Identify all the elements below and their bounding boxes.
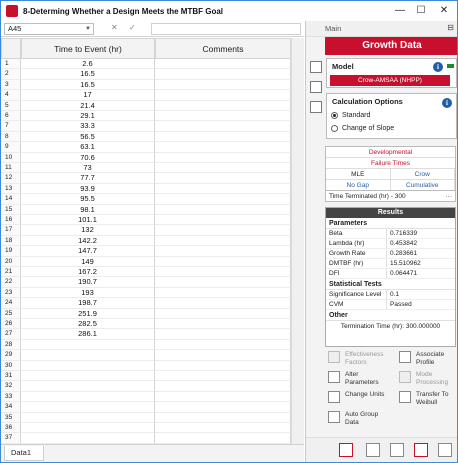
status-indicator: [447, 64, 454, 68]
comment-cell[interactable]: [155, 194, 291, 204]
parameter-row: [326, 239, 455, 249]
parameter-value: 0.064471: [390, 270, 418, 277]
comment-cell[interactable]: [155, 423, 291, 433]
comment-cell[interactable]: [155, 142, 291, 152]
comment-cell[interactable]: [155, 413, 291, 423]
time-cell[interactable]: 70.6: [21, 153, 155, 163]
app-icon: [6, 5, 18, 17]
time-cell[interactable]: 2.6: [21, 59, 155, 69]
time-cell[interactable]: 167.2: [21, 267, 155, 277]
row-number[interactable]: 35: [1, 413, 21, 423]
parameter-row: [326, 269, 455, 279]
cell-reference: A45: [8, 24, 22, 33]
comment-cell[interactable]: [155, 298, 291, 308]
comment-cell[interactable]: [155, 433, 291, 443]
stat-name: Significance Level: [326, 290, 387, 299]
comment-cell[interactable]: [155, 288, 291, 298]
time-cell[interactable]: 251.9: [21, 309, 155, 319]
comment-cell[interactable]: [155, 257, 291, 267]
radio-label: Standard: [342, 112, 371, 119]
profile-icon: [399, 351, 411, 363]
formula-input[interactable]: [151, 23, 301, 35]
time-cell[interactable]: 282.5: [21, 319, 155, 329]
time-cell[interactable]: [21, 371, 155, 381]
effectiveness-icon: [328, 351, 340, 363]
transfer-to-weibull-button[interactable]: [399, 391, 458, 406]
row-number[interactable]: 12: [1, 173, 21, 183]
parameters-icon: [328, 371, 340, 383]
parameter-value: 15.510962: [390, 260, 421, 267]
time-cell[interactable]: 101.1: [21, 215, 155, 225]
data-type-failure-times[interactable]: Failure Times: [326, 158, 455, 169]
results-panel: [325, 207, 456, 347]
model-label: Model: [332, 62, 354, 71]
stat-row: [326, 300, 455, 310]
corner-header[interactable]: [1, 38, 21, 59]
comment-cell[interactable]: [155, 236, 291, 246]
parameters-heading: [326, 218, 455, 229]
plot-icon[interactable]: [366, 443, 380, 457]
row-number[interactable]: 15: [1, 205, 21, 215]
parameter-value: 0.283661: [390, 250, 418, 257]
tool-label: Effectiveness Factors: [345, 351, 384, 366]
row-number[interactable]: 18: [1, 236, 21, 246]
row-number[interactable]: 4: [1, 90, 21, 100]
model-select[interactable]: Crow-AMSAA (NHPP): [330, 75, 450, 86]
formula-bar: [1, 21, 304, 37]
row-number[interactable]: 17: [1, 225, 21, 235]
option-cumulative[interactable]: Cumulative: [391, 180, 456, 191]
parameters-title: Parameters: [329, 220, 368, 227]
comment-cell[interactable]: [155, 246, 291, 256]
side-tool-2[interactable]: [306, 77, 325, 97]
time-cell[interactable]: 286.1: [21, 329, 155, 339]
time-cell[interactable]: 56.5: [21, 132, 155, 142]
comment-cell[interactable]: [155, 163, 291, 173]
title-bar: [1, 1, 457, 21]
data-grid: [1, 38, 304, 444]
method-crow[interactable]: Crow: [391, 169, 456, 179]
units-icon: [328, 391, 340, 403]
time-terminated-text: Time Terminated (hr) - 300: [329, 193, 406, 200]
row-number[interactable]: 22: [1, 277, 21, 287]
report-icon[interactable]: [390, 443, 404, 457]
row-number[interactable]: 24: [1, 298, 21, 308]
model-box: [326, 58, 457, 88]
time-cell[interactable]: 142.2: [21, 236, 155, 246]
stat-title: Statistical Tests: [329, 281, 382, 288]
delete-icon[interactable]: [414, 443, 428, 457]
tool-label: Auto Group Data: [345, 411, 379, 426]
comment-cell[interactable]: [155, 329, 291, 339]
comment-cell[interactable]: [155, 101, 291, 111]
comment-cell[interactable]: [155, 69, 291, 79]
comment-cell[interactable]: [155, 153, 291, 163]
vertical-scrollbar[interactable]: [291, 38, 304, 444]
info-icon[interactable]: i: [433, 62, 443, 72]
time-cell[interactable]: [21, 392, 155, 402]
parameter-row: [326, 259, 455, 269]
time-cell[interactable]: 29.1: [21, 111, 155, 121]
row-number[interactable]: 5: [1, 101, 21, 111]
parameter-row: [326, 249, 455, 259]
time-cell[interactable]: 193: [21, 288, 155, 298]
time-cell[interactable]: [21, 381, 155, 391]
row-number[interactable]: 23: [1, 288, 21, 298]
row-number[interactable]: 2: [1, 69, 21, 79]
tool-label: Change Units: [345, 391, 385, 398]
cancel-icon[interactable]: ✕: [111, 23, 118, 32]
row-number[interactable]: 1: [1, 59, 21, 69]
sheet-icon: [310, 61, 322, 73]
row-number[interactable]: 13: [1, 184, 21, 194]
tool-label: Alter Parameters: [345, 371, 379, 386]
other-title: Other: [329, 312, 348, 319]
info-icon[interactable]: i: [442, 98, 452, 108]
parameter-value: 0.453842: [390, 240, 418, 247]
row-number[interactable]: 36: [1, 423, 21, 433]
time-cell[interactable]: 98.1: [21, 205, 155, 215]
comment-cell[interactable]: [155, 90, 291, 100]
qcp-icon: [310, 101, 322, 113]
parameter-name: DFI: [326, 269, 387, 278]
side-tool-3[interactable]: [306, 97, 325, 117]
row-number[interactable]: 28: [1, 340, 21, 350]
comment-cell[interactable]: [155, 361, 291, 371]
row-number[interactable]: 7: [1, 121, 21, 131]
stat-value: 0.1: [390, 291, 400, 298]
comment-cell[interactable]: [155, 392, 291, 402]
comment-cell[interactable]: [155, 225, 291, 235]
comment-cell[interactable]: [155, 184, 291, 194]
time-cell[interactable]: 16.5: [21, 80, 155, 90]
comment-cell[interactable]: [155, 277, 291, 287]
comment-cell[interactable]: [155, 309, 291, 319]
comment-cell[interactable]: [155, 80, 291, 90]
cell-name-box[interactable]: [4, 23, 94, 35]
time-cell[interactable]: [21, 402, 155, 412]
time-cell[interactable]: 17: [21, 90, 155, 100]
data-type-developmental[interactable]: Developmental: [326, 147, 455, 158]
time-cell[interactable]: 147.7: [21, 246, 155, 256]
time-cell[interactable]: 95.5: [21, 194, 155, 204]
termination-time-text: Termination Time (hr): 300.000000: [340, 323, 441, 330]
comment-cell[interactable]: [155, 402, 291, 412]
more-icon[interactable]: ···: [445, 193, 452, 200]
row-number[interactable]: 32: [1, 381, 21, 391]
alter-parameters-button[interactable]: [328, 371, 390, 386]
time-terminated-field[interactable]: [325, 190, 456, 202]
panel-main-label: Main: [325, 24, 342, 33]
row-number[interactable]: 19: [1, 246, 21, 256]
comment-cell[interactable]: [155, 111, 291, 121]
radio-label: Change of Slope: [342, 125, 395, 132]
time-cell[interactable]: 198.7: [21, 298, 155, 308]
auto-group-data-button[interactable]: [328, 411, 390, 426]
confirm-icon[interactable]: ✓: [129, 23, 136, 32]
time-cell[interactable]: [21, 361, 155, 371]
mode-icon: [399, 371, 411, 383]
parameter-name: Lambda (hr): [326, 239, 387, 248]
panel-header: [306, 21, 458, 37]
row-number[interactable]: 34: [1, 402, 21, 412]
row-number[interactable]: 33: [1, 392, 21, 402]
radio-icon: [331, 112, 338, 119]
row-number[interactable]: 21: [1, 267, 21, 277]
tool-label: Transfer To Weibull: [416, 391, 449, 406]
control-panel: [305, 21, 458, 463]
time-cell[interactable]: 73: [21, 163, 155, 173]
group-icon: [328, 411, 340, 423]
row-number[interactable]: 25: [1, 309, 21, 319]
pin-icon[interactable]: ⊟: [447, 23, 454, 32]
effectiveness-factors-button[interactable]: [328, 351, 390, 366]
comment-cell[interactable]: [155, 215, 291, 225]
time-cell[interactable]: [21, 433, 155, 443]
radio-icon: [331, 125, 338, 132]
row-number[interactable]: 27: [1, 329, 21, 339]
row-number[interactable]: 29: [1, 350, 21, 360]
time-cell[interactable]: 33.3: [21, 121, 155, 131]
row-number[interactable]: 20: [1, 257, 21, 267]
associate-profile-button[interactable]: [399, 351, 458, 366]
time-cell[interactable]: 63.1: [21, 142, 155, 152]
row-number[interactable]: 9: [1, 142, 21, 152]
data-type-table: [325, 146, 456, 192]
calculation-options-box: [326, 93, 457, 139]
results-title: Results: [326, 208, 455, 218]
plot-icon: [310, 81, 322, 93]
statistical-tests-heading: [326, 279, 455, 290]
comment-cell[interactable]: [155, 371, 291, 381]
minimize-button[interactable]: —: [395, 5, 405, 16]
row-number[interactable]: 14: [1, 194, 21, 204]
comment-cell[interactable]: [155, 205, 291, 215]
column-header-comments[interactable]: Comments: [155, 38, 291, 59]
parameter-value: 0.716339: [390, 230, 418, 237]
column-header-time[interactable]: Time to Event (hr): [21, 38, 155, 59]
comment-cell[interactable]: [155, 121, 291, 131]
time-cell[interactable]: [21, 413, 155, 423]
time-cell[interactable]: [21, 340, 155, 350]
settings-icon[interactable]: [438, 443, 452, 457]
comment-cell[interactable]: [155, 173, 291, 183]
calculate-icon[interactable]: [339, 443, 353, 457]
stat-name: CVM: [326, 300, 387, 309]
stat-row: [326, 290, 455, 300]
tool-label: Mode Processing: [416, 371, 449, 386]
method-mle[interactable]: MLE: [326, 169, 391, 179]
parameter-row: [326, 229, 455, 239]
row-number[interactable]: 3: [1, 80, 21, 90]
radio-standard[interactable]: [331, 112, 370, 119]
time-cell[interactable]: 21.4: [21, 101, 155, 111]
row-number[interactable]: 16: [1, 215, 21, 225]
bottom-toolbar: [306, 437, 458, 463]
close-button[interactable]: ✕: [439, 5, 449, 16]
comment-cell[interactable]: [155, 267, 291, 277]
row-number[interactable]: 8: [1, 132, 21, 142]
time-cell[interactable]: [21, 423, 155, 433]
row-number[interactable]: 6: [1, 111, 21, 121]
row-number[interactable]: 26: [1, 319, 21, 329]
maximize-button[interactable]: ☐: [416, 5, 426, 16]
time-cell[interactable]: 149: [21, 257, 155, 267]
comment-cell[interactable]: [155, 132, 291, 142]
parameter-name: DMTBF (hr): [326, 259, 387, 268]
row-number[interactable]: 10: [1, 153, 21, 163]
mode-processing-button[interactable]: [399, 371, 458, 386]
comment-cell[interactable]: [155, 350, 291, 360]
other-heading: [326, 310, 455, 321]
time-cell[interactable]: 93.9: [21, 184, 155, 194]
comment-cell[interactable]: [155, 319, 291, 329]
tool-label: Associate Profile: [416, 351, 445, 366]
transfer-icon: [399, 391, 411, 403]
comment-cell[interactable]: [155, 381, 291, 391]
time-cell[interactable]: 190.7: [21, 277, 155, 287]
row-number[interactable]: 30: [1, 361, 21, 371]
time-cell[interactable]: [21, 350, 155, 360]
row-number[interactable]: 37: [1, 433, 21, 443]
calc-options-label: Calculation Options: [332, 97, 403, 106]
chevron-down-icon[interactable]: ▼: [85, 26, 91, 32]
growth-data-header: Growth Data: [325, 37, 458, 55]
time-cell[interactable]: 16.5: [21, 69, 155, 79]
comment-cell[interactable]: [155, 340, 291, 350]
window-title: 8-Determing Whether a Design Meets the MTBF Goal: [23, 6, 224, 16]
stat-value: Passed: [390, 301, 412, 308]
parameter-name: Growth Rate: [326, 249, 387, 258]
sheet-tab-bar: [1, 444, 304, 463]
side-tool-1[interactable]: [306, 57, 325, 77]
comment-cell[interactable]: [155, 59, 291, 69]
option-no-gap[interactable]: No Gap: [326, 180, 391, 191]
sheet-tab-data1[interactable]: Data1: [4, 446, 44, 461]
radio-change-of-slope[interactable]: [331, 125, 394, 132]
time-cell[interactable]: 77.7: [21, 173, 155, 183]
change-units-button[interactable]: [328, 391, 390, 403]
row-number[interactable]: 31: [1, 371, 21, 381]
row-number[interactable]: 11: [1, 163, 21, 173]
parameter-name: Beta: [326, 229, 387, 238]
time-cell[interactable]: 132: [21, 225, 155, 235]
